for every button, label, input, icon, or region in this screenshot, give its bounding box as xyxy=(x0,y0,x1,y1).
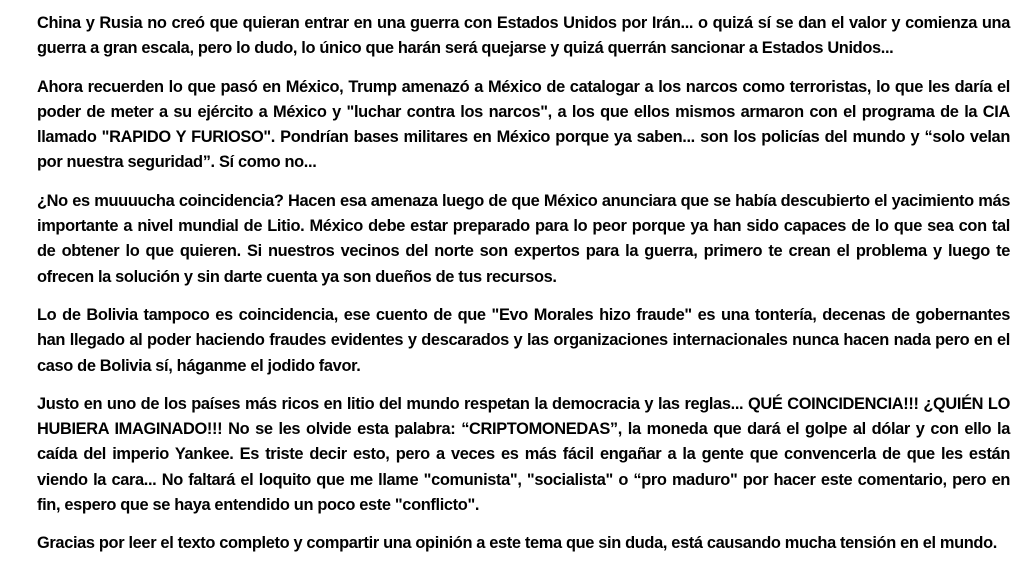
paragraph-china-rusia: China y Rusia no creó que quieran entrar en una guerra con Estados Unidos por Irán... o quizá sí se dan el valor y comienza una guerra a gran escala, pero lo dudo, lo único que harán será quejarse y quizá querrán sancionar a Estados Unidos... xyxy=(37,14,1010,58)
paragraph-bolivia: Lo de Bolivia tampoco es coincidencia, ese cuento de que "Evo Morales hizo fraude" es una tontería, decenas de gobernantes han llegado al poder haciendo fraudes evidentes y descarados y las organizaciones internacionales nunca hacen nada pero en el caso de Bolivia sí, háganme el jodido favor. xyxy=(37,305,1010,375)
paragraph-mexico-trump: Ahora recuerden lo que pasó en México, Trump amenazó a México de catalogar a los narcos como terroristas, lo que les daría el poder de meter a su ejército a México y "luchar contra los narcos", a los que ellos mismos armaron con el programa de la CIA llamado "RAPIDO Y FURIOSO". Pondrían bases militares en México porque ya saben... son los policías del mundo y “solo velan por nuestra seguridad”. Sí como no... xyxy=(37,77,1010,172)
paragraph-coincidencia-litio: ¿No es muuuucha coincidencia? Hacen esa amenaza luego de que México anunciara que se había descubierto el yacimiento más importante a nivel mundial de Litio. México debe estar preparado para lo peor porque ya han sido capaces de lo que sea con tal de obtener lo que quieren. Si nuestros vecinos del norte son expertos para la guerra, primero te crean el problema y luego te ofrecen la solución y sin darte cuenta ya son dueños de tus recursos. xyxy=(37,191,1010,286)
paragraph-gracias: Gracias por leer el texto completo y compartir una opinión a este tema que sin duda, está causando mucha tensión en el mundo. xyxy=(37,534,997,553)
paragraph-criptomonedas: Justo en uno de los países más ricos en litio del mundo respetan la democracia y las reglas... QUÉ COINCIDENCIA!!! ¿QUIÉN LO HUBIERA IMAGINADO!!! No se les olvide esta palabra: “CRIPTOMONEDAS”, la moneda que dará el golpe al dólar y con ello la caída del imperio Yankee. Es triste decir esto, pero a veces es más fácil engañar a la gente que convencerla de que les están viendo la cara... No faltará el loquito que me llame "comunista", "socialista" o “pro maduro" por hacer este comentario, pero en fin, espero que se haya entendido un poco este "conflicto". xyxy=(37,394,1010,515)
